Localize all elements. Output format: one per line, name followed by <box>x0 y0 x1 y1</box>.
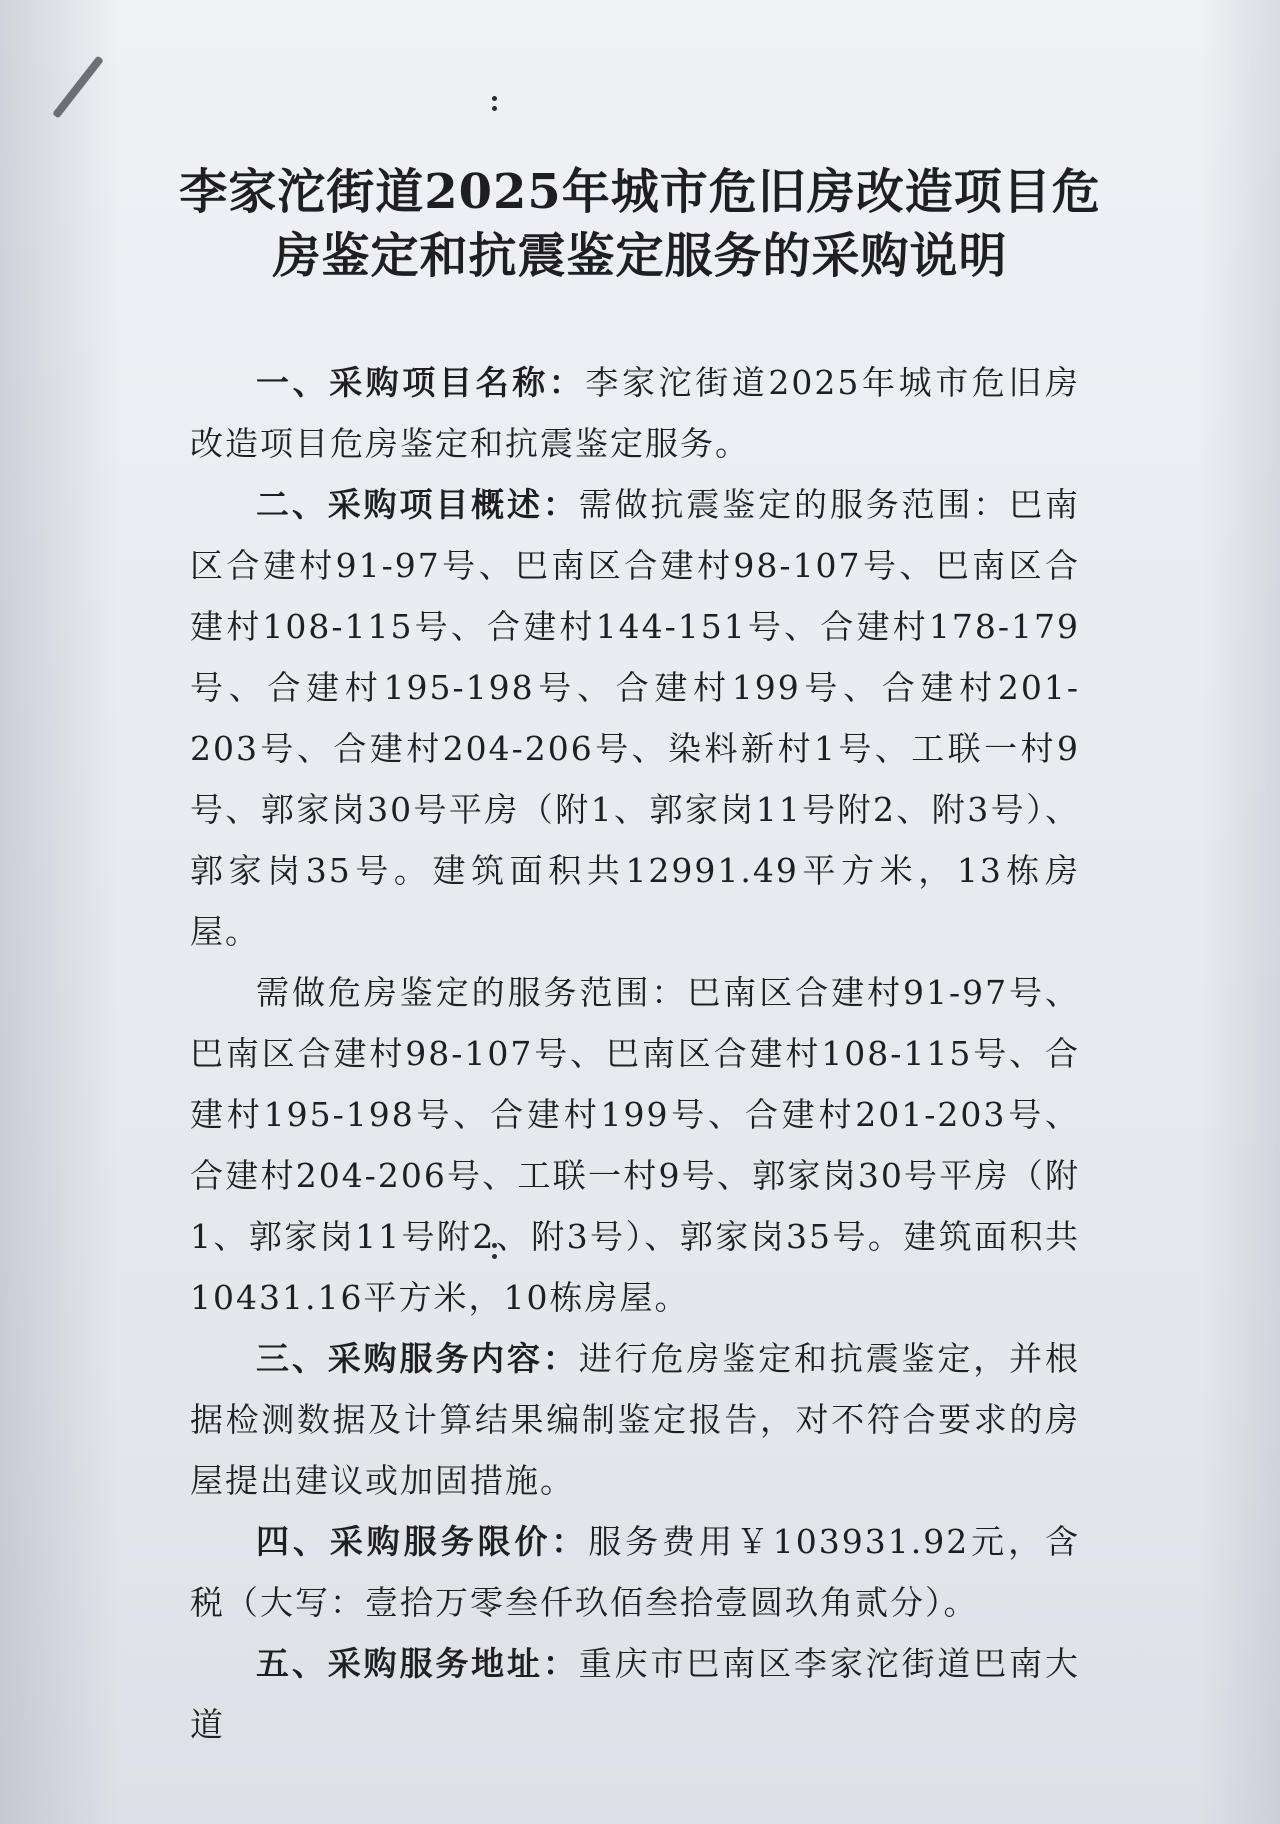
section-1 <box>190 352 1080 474</box>
section-3-text: 进行危房鉴定和抗震鉴定，并根据检测数据及计算结果编制鉴定报告，对不符合要求的房屋提出建议或加固措施。 <box>190 1339 1081 1500</box>
section-2 <box>190 474 1080 962</box>
section-4-text: 服务费用￥103931.92元，含税（大写：壹拾万零叁仟玖佰叁拾壹圆玖角贰分）。 <box>190 1522 1080 1622</box>
section-2-continued-text: 需做危房鉴定的服务范围：巴南区合建村91-97号、巴南区合建村98-107号、巴南区合建村108-115号、合建村195-198号、合建村199号、合建村201-203号、合建村204-206号、工联一村9号、郭家岗30号平房（附1、郭家岗11号附2、附3号）、郭家岗35号。建筑面积共10431.16平方米，10栋房屋。 <box>190 973 1080 1317</box>
speck-mark <box>492 96 497 101</box>
title-line-1: 李家沱街道2025年城市危旧房改造项目危 <box>179 164 1101 220</box>
section-3-heading: 三、采购服务内容： <box>256 1339 579 1378</box>
document-title <box>150 160 1130 288</box>
section-5-text: 重庆市巴南区李家沱街道巴南大道 <box>190 1644 1081 1744</box>
section-3 <box>190 1328 1080 1511</box>
section-4 <box>190 1511 1080 1633</box>
section-1-text: 李家沱街道2025年城市危旧房改造项目危房鉴定和抗震鉴定服务。 <box>190 363 1081 463</box>
document-body <box>190 352 1080 1755</box>
page-shadow-right <box>1200 0 1280 1824</box>
page-shadow-left <box>0 0 120 1824</box>
section-2-continued <box>190 962 1080 1328</box>
section-4-heading: 四、采购服务限价： <box>256 1522 589 1561</box>
section-2-heading: 二、采购项目概述： <box>256 485 579 524</box>
section-2-text: 需做抗震鉴定的服务范围：巴南区合建村91-97号、巴南区合建村98-107号、巴南区合建村108-115号、合建村144-151号、合建村178-179号、合建村195-198号、合建村199号、合建村201-203号、合建村204-206号、染料新村1号、工联一村9号、郭家岗30号平房（附1、郭家岗11号附2、附3号）、郭家岗35号。建筑面积共12991.49平方米，13栋房屋。 <box>190 485 1081 951</box>
speck-mark <box>492 106 497 111</box>
section-5 <box>190 1633 1080 1755</box>
title-line-2: 房鉴定和抗震鉴定服务的采购说明 <box>272 228 1008 284</box>
section-5-heading: 五、采购服务地址： <box>256 1644 579 1683</box>
section-1-heading: 一、采购项目名称： <box>256 363 586 402</box>
